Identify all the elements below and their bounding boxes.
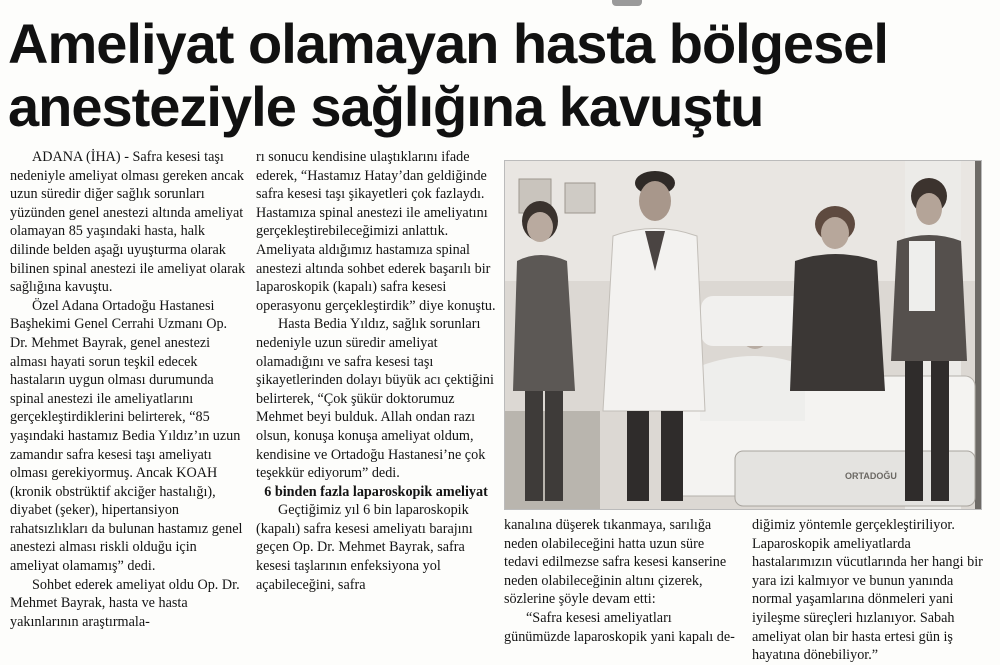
article-column-1 — [10, 148, 247, 631]
subheading: 6 binden fazla laparoskopik ameliyat — [264, 483, 488, 500]
article-column-2 — [256, 148, 496, 594]
headline-line-1: Ameliyat olamayan hasta bölgesel — [8, 12, 888, 75]
paragraph: rı sonucu kendisine ulaştıklarını ifade ederek, “Hastamız Hatay’dan geldiğinde safra kesesi taşı şikayetleri çok fazlaydı. Hastamıza spinal anestezi ile ameliyatını gerçekleştirebileceğimizi anlattık. Ameliyata aldığımız hastamıza spinal anestezi altında sohbet ederek başarılı bir laparoskopik (kapalı) safra kesesi operasyonu gerçekleştirdik” diye konuştu. — [256, 149, 496, 314]
headline-line-2: anesteziyle sağlığına kavuştu — [8, 75, 764, 138]
paragraph: kanalına düşerek tıkanmaya, sarılığa neden olabileceğini hatta uzun süre tedavi edilmezse safra kesesi kanserine neden olabileceğinin altını çizerek, sözlerine şöyle devam etti: — [504, 517, 727, 608]
article-column-3 — [504, 516, 740, 646]
news-photo — [504, 160, 982, 510]
paragraph: Sohbet ederek ameliyat oldu Op. Dr. Mehmet Bayrak, hasta ve hasta yakınlarının araştırmala- — [10, 576, 240, 630]
hospital-room-illustration — [505, 161, 981, 509]
headline — [8, 12, 992, 138]
bed-label: ORTADOĞU — [845, 471, 897, 481]
paragraph: diğimiz yöntemle gerçekleştiriliyor. Laparoskopik ameliyatlarda hastalarımızın vücutlarında her hangi bir yara izi kalmıyor ve bunun yanında normal yaşamlarına dönmeleri yani iyileşme süreçleri hızlanıyor. Sabah ameliyat olan bir hasta ertesi gün iş hayatına dönebiliyor.” — [752, 517, 983, 664]
paragraph: Özel Adana Ortadoğu Hastanesi Başhekimi Genel Cerrahi Uzmanı Op. Dr. Mehmet Bayrak, genel anestezi alması hayati sorun teşkil edecek hastaların uygun olması durumunda spinal anestezi ile ameliyatlarını gerçekleştirdiklerini belirterek, “85 yaşındaki hastamız Bedia Yıldız’ın uzun zamandır safra kesesi taşı ameliyatı olması gerekiyormuş. Ancak KOAH (kronik obstrüktif akciğer hastalığı), diyabet (şeker), hipertansiyon rahatsızlıkları da bulunan hastamız genel anestezi alması riskli olduğu için ameliyat olamamış” dedi. — [10, 297, 243, 575]
paragraph: Geçtiğimiz yıl 6 bin laparoskopik (kapalı) safra kesesi ameliyatı barajını geçen Op. Dr. Mehmet Bayrak, safra kesesi taşlarının enfeksiyona yol açabileceğini, safra — [256, 502, 473, 593]
article-column-4 — [752, 516, 988, 665]
paragraph: “Safra kesesi ameliyatları günümüzde laparoskopik yani kapalı de- — [504, 609, 735, 645]
top-edge-mark — [612, 0, 642, 6]
paragraph: Hasta Bedia Yıldız, sağlık sorunları nedeniyle uzun süredir ameliyat olamadığını ve safra kesesi taşı şikayetlerinden dolayı büyük acı çektiğini belirterek, “Çok şükür doktorumuz Mehmet beyi bulduk. Allah ondan razı olsun, konuşa konuşa ameliyat oldum, kendisine ve Ortadoğu Hastanesi’ne çok teşekkür ediyorum” dedi. — [256, 316, 494, 482]
paragraph: ADANA (İHA) - Safra kesesi taşı nedeniyle ameliyat olması gereken ancak uzun süredir diğer sağlık sorunları yüzünden genel anestezi altında ameliyat olamayan 85 yaşındaki hasta, halk dilinde belden aşağı uyuşturma olarak bilinen spinal anestezi ile ameliyat olarak sağlığına kavuştu. — [10, 149, 246, 296]
